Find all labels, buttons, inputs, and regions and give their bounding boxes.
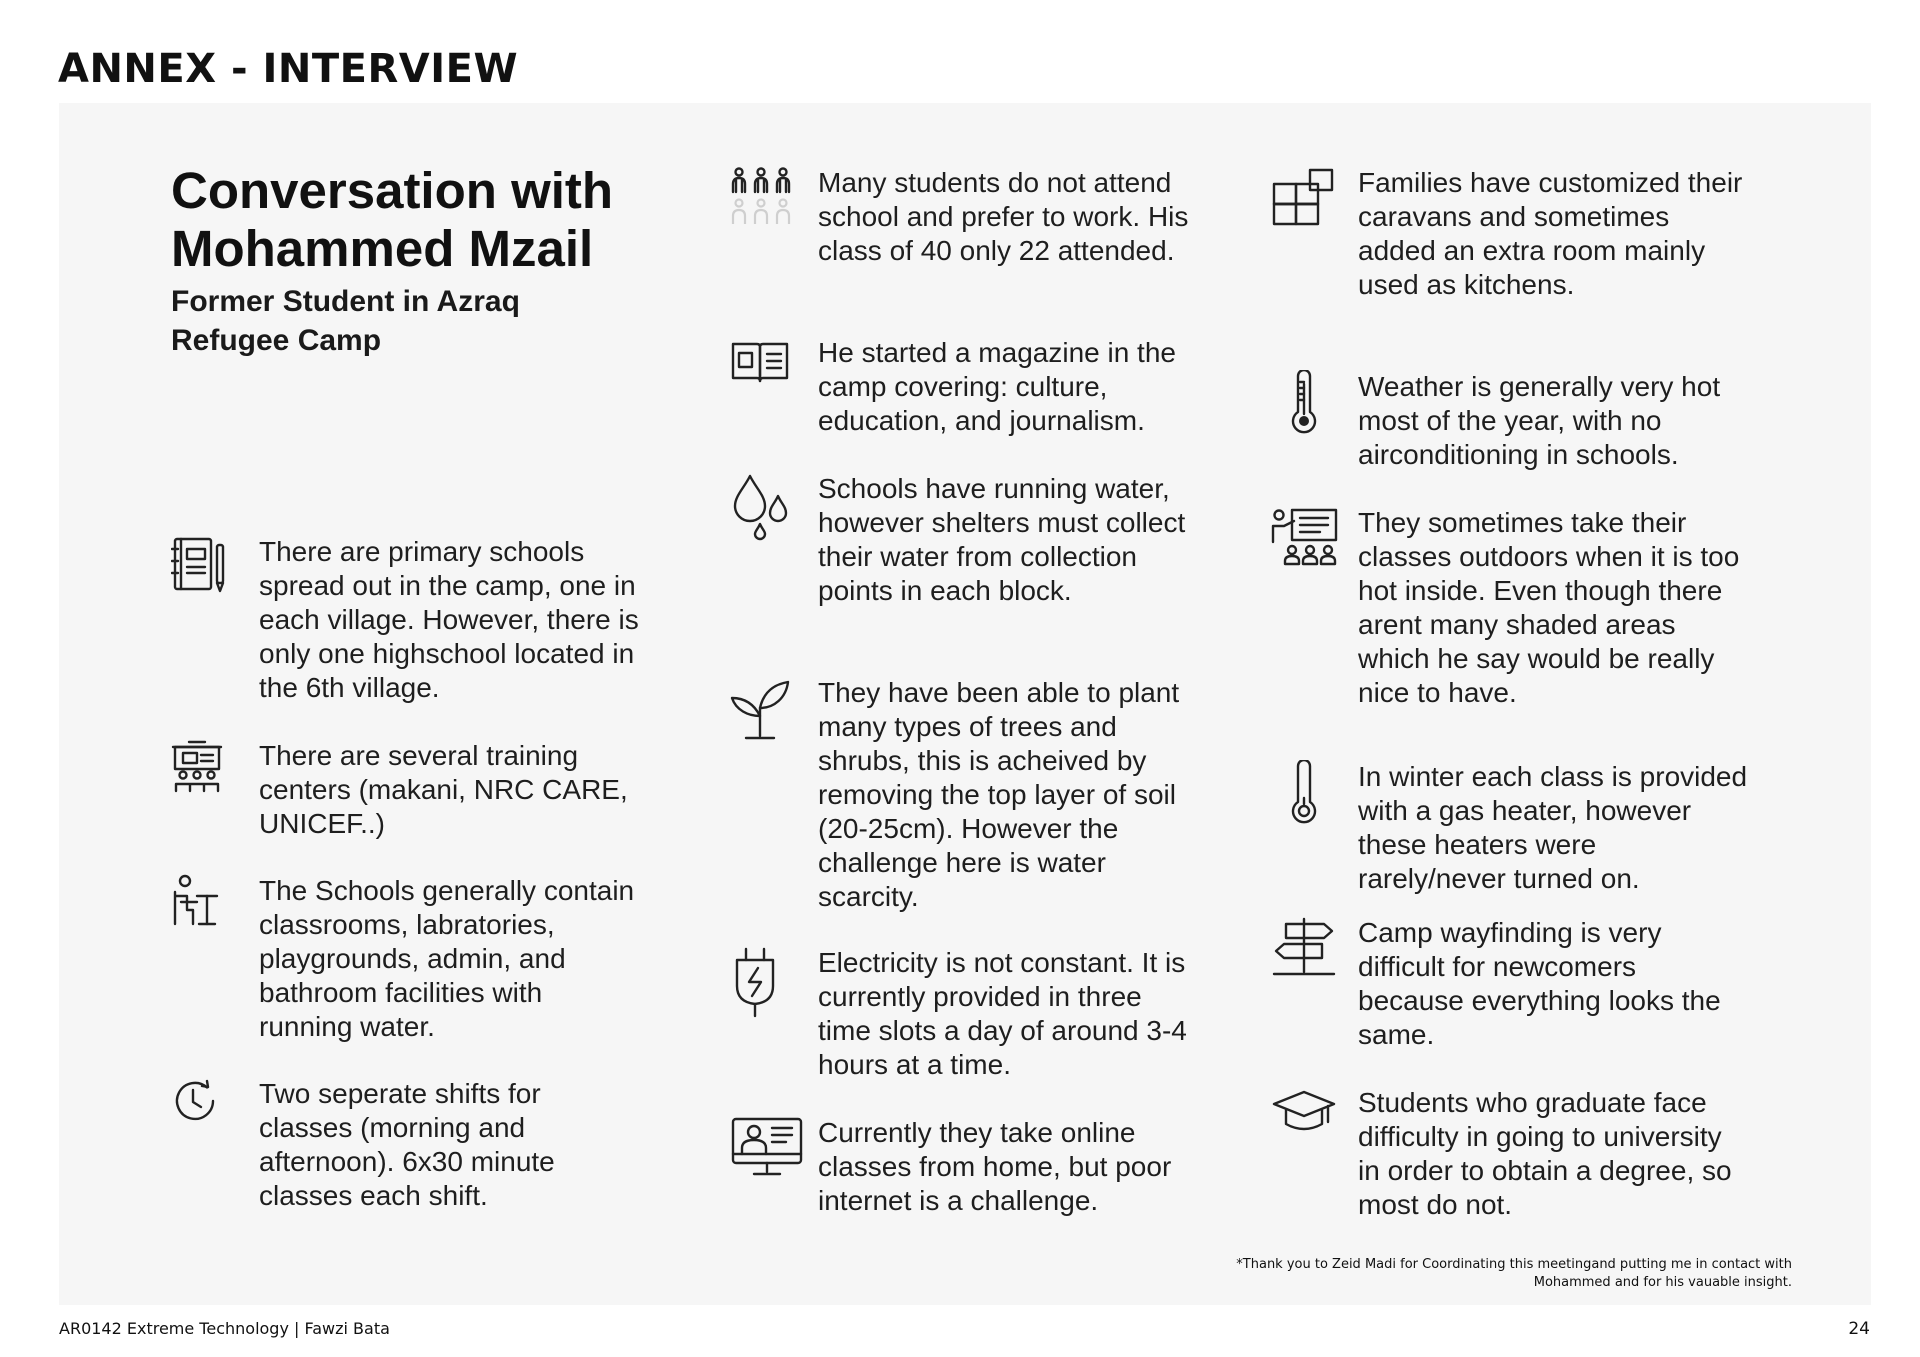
note-text: There are primary schools spread out in the camp, one in each village. However, there is only one highschool located in the 6th village.	[259, 536, 639, 703]
thermometer-cold-icon	[1270, 760, 1338, 826]
electric-plug-icon	[730, 946, 780, 1020]
magazine-icon	[730, 336, 790, 386]
acknowledgement-footnote: *Thank you to Zeid Madi for Coordinating this meetingand putting me in contact with Mohammed and for his vauable insight.	[1236, 1257, 1792, 1290]
clock-icon	[171, 1077, 219, 1125]
note-text: In winter each class is provided with a gas heater, however these heaters were rarely/never turned on.	[1358, 761, 1748, 894]
note-text: Two seperate shifts for classes (morning and afternoon). 6x30 minute classes each shift.	[259, 1078, 555, 1211]
note-text: The Schools generally contain classrooms, labratories, playgrounds, admin, and bathroom facilities with running water.	[259, 875, 635, 1042]
outdoor-class-icon	[1270, 506, 1340, 570]
conversation-title: Conversation with Mohammed Mzail	[171, 162, 614, 277]
student-desk-icon	[171, 874, 221, 926]
note-text: Weather is generally very hot most of the year, with no airconditioning in schools.	[1358, 371, 1721, 470]
note-text: Students who graduate face difficulty in going to university in order to obtain a degree, so most do not.	[1358, 1087, 1732, 1220]
page-header-title: ANNEX - INTERVIEW	[58, 46, 519, 92]
graduation-cap-icon	[1270, 1086, 1338, 1142]
note-text: Families have customized their caravans and sometimes added an extra room mainly used as kitchens.	[1358, 167, 1743, 300]
note-text: He started a magazine in the camp covering: culture, education, and journalism.	[818, 337, 1176, 436]
caravan-blocks-icon	[1270, 166, 1338, 230]
note-text: Electricity is not constant. It is currently provided in three time slots a day of around 3-4 hours at a time.	[818, 947, 1187, 1080]
notebook-icon	[171, 535, 227, 595]
thermometer-hot-icon	[1270, 370, 1338, 436]
note-text: There are several training centers (makani, NRC CARE, UNICEF..)	[259, 740, 628, 839]
water-drops-icon	[730, 472, 792, 544]
training-center-icon	[171, 739, 223, 795]
note-text: Camp wayfinding is very difficult for newcomers because everything looks the same.	[1358, 917, 1721, 1050]
plant-sprout-icon	[730, 676, 792, 742]
conversation-subtitle: Former Student in Azraq Refugee Camp	[171, 285, 520, 357]
note-text: They sometimes take their classes outdoors when it is too hot inside. Even though there arent many shaded areas which he say would be really nice to have.	[1358, 507, 1740, 708]
note-text: Schools have running water, however shelters must collect their water from collection points in each block.	[818, 473, 1186, 606]
note-text: They have been able to plant many types of trees and shrubs, this is acheived by removing the top layer of soil (20-25cm). However the challenge here is water scarcity.	[818, 677, 1180, 912]
note-text: Many students do not attend school and prefer to work. His class of 40 only 22 attended.	[818, 167, 1189, 266]
footer-course-author: AR0142 Extreme Technology | Fawzi Bata	[59, 1319, 390, 1338]
page-number: 24	[1848, 1319, 1870, 1339]
online-class-icon	[730, 1116, 804, 1180]
attendance-people-icon	[730, 166, 792, 228]
note-text: Currently they take online classes from home, but poor internet is a challenge.	[818, 1117, 1172, 1216]
signpost-icon	[1270, 916, 1338, 978]
